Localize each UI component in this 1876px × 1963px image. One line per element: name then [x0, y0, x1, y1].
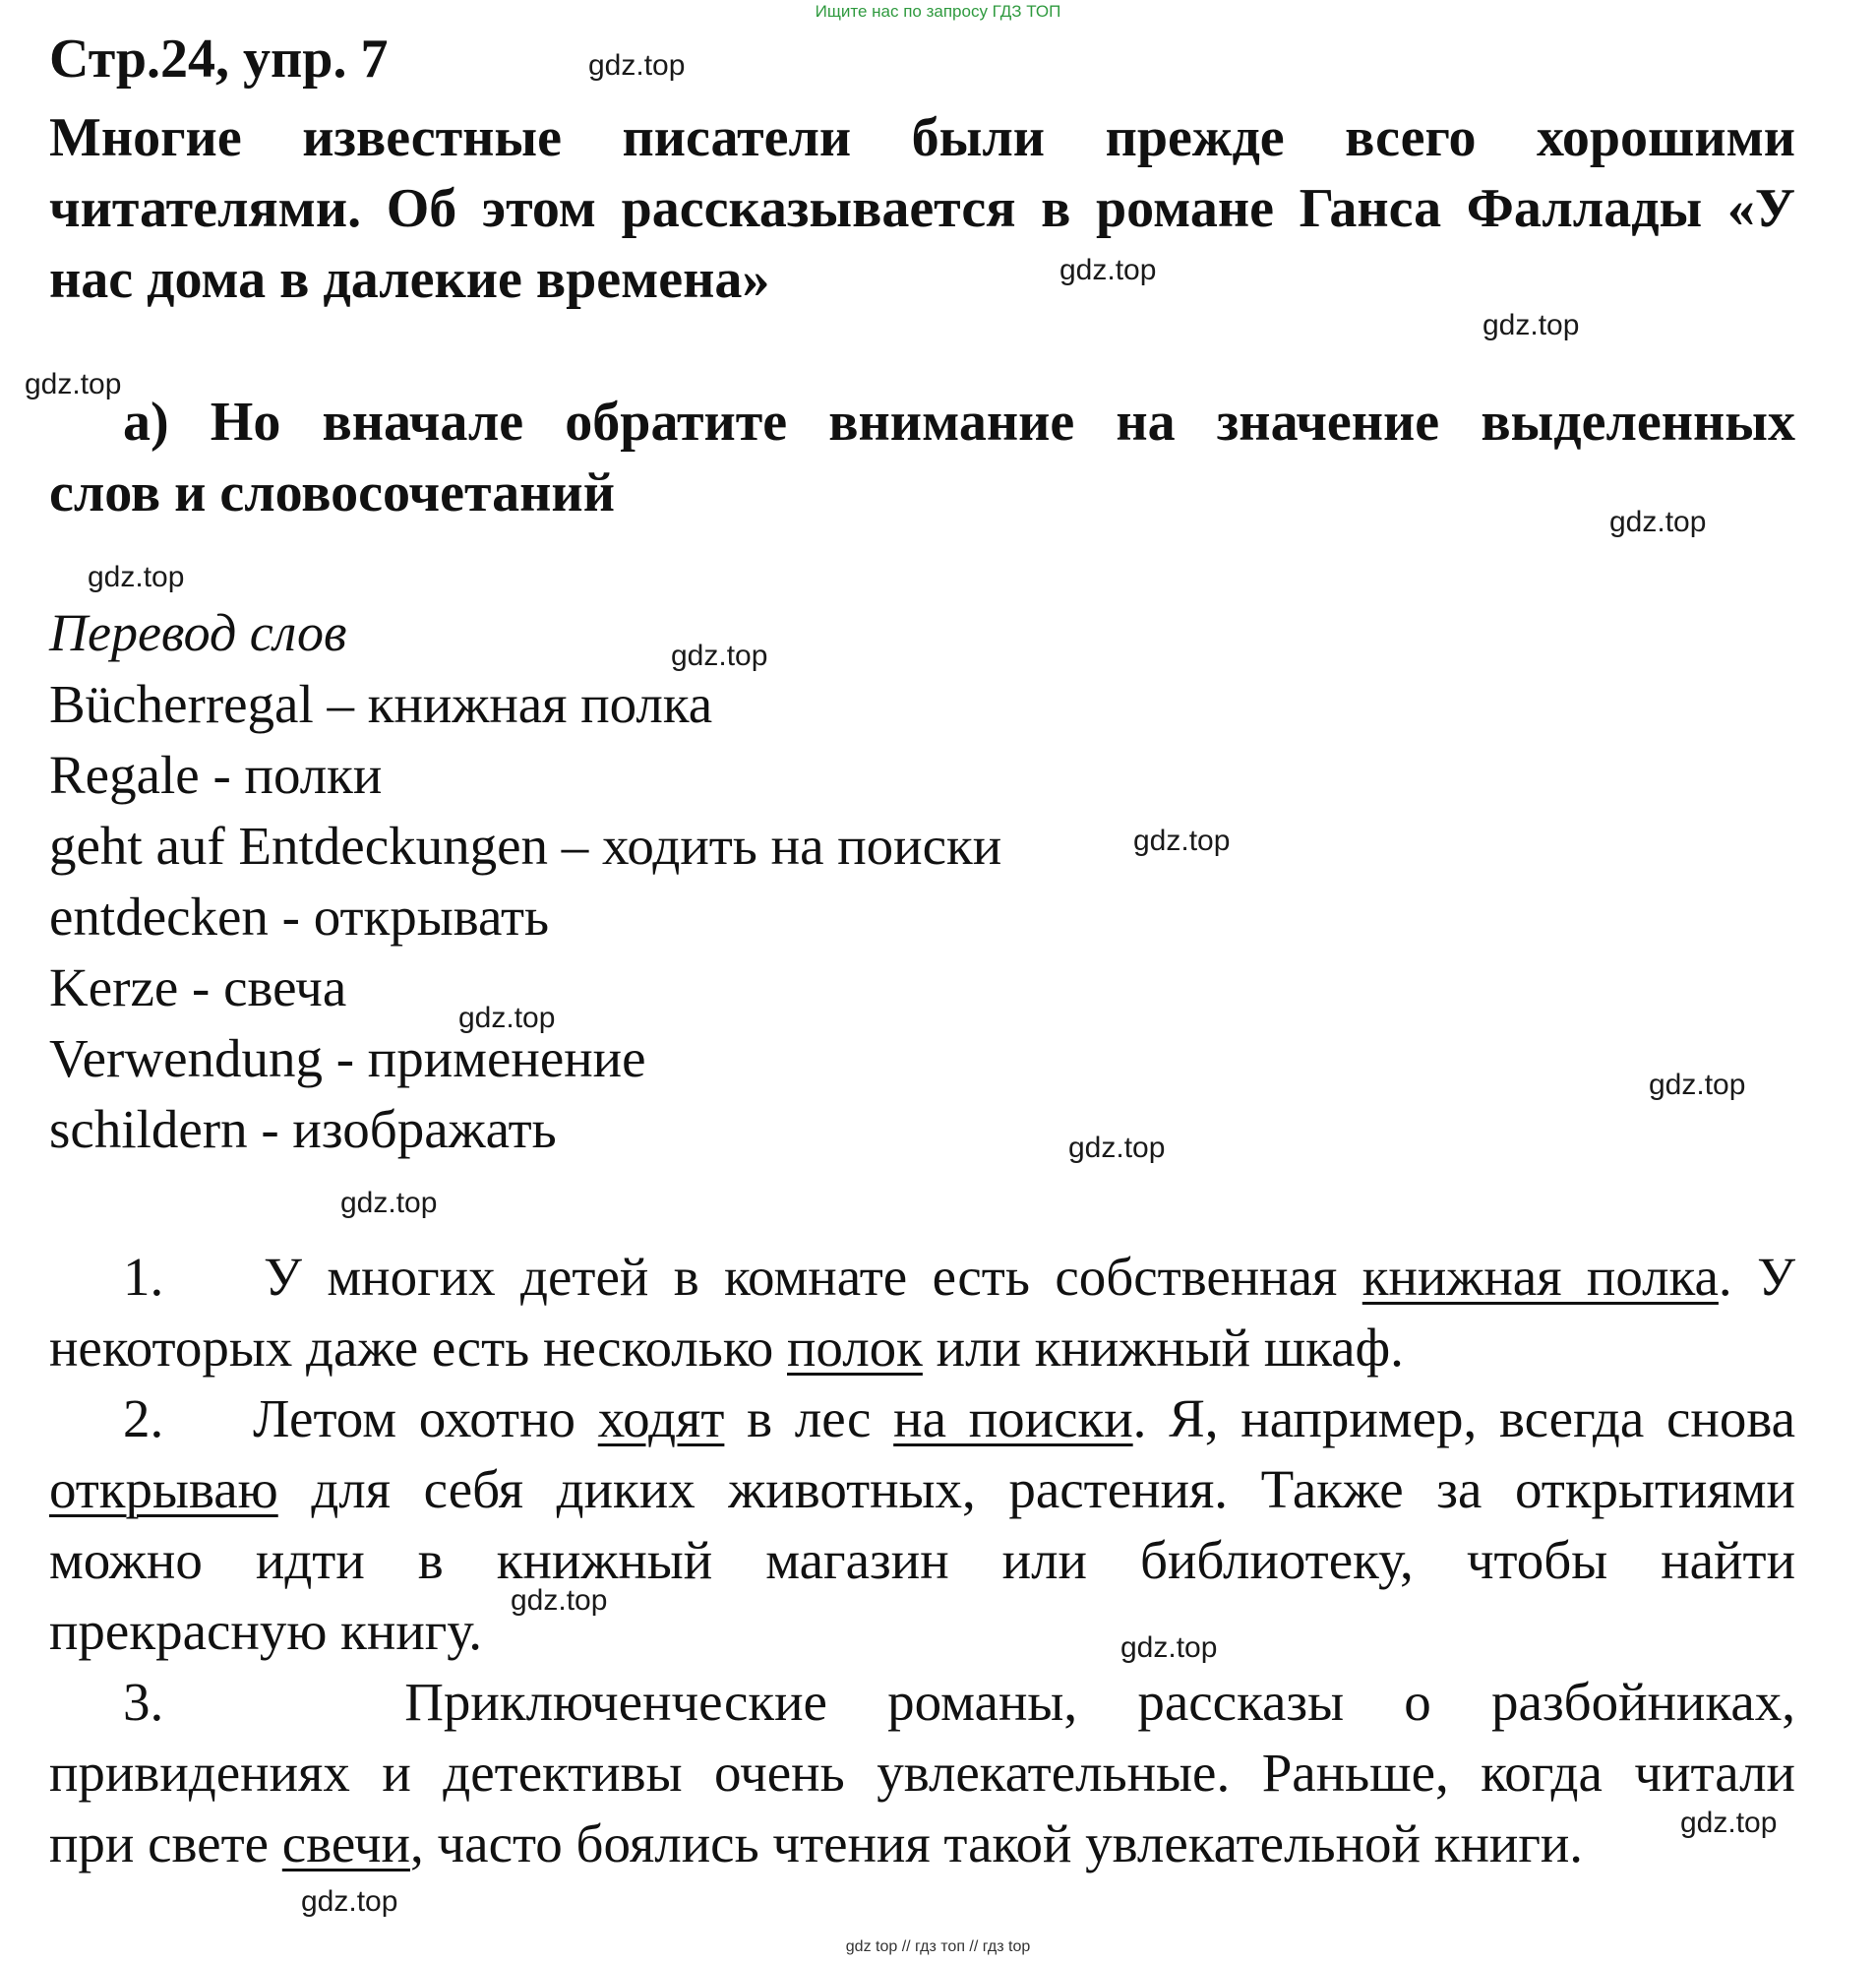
translation-header: Перевод слов	[49, 603, 347, 662]
paragraph-3-line-1	[123, 1667, 1795, 1738]
text: или книжный шкаф.	[922, 1318, 1404, 1378]
watermark: gdz.top	[1133, 825, 1231, 857]
paragraph-2-line-3: можно идти в книжный магазин или библиотеку, чтобы найти	[49, 1530, 1795, 1590]
vocab-item: Regale - полки	[49, 745, 383, 805]
paragraph-2-line-2	[49, 1454, 1795, 1525]
paragraph-number: 3.	[123, 1672, 164, 1732]
vocab-item: entdecken - открывать	[49, 887, 550, 947]
text: Приключенческие романы, рассказы о разбойниках,	[404, 1672, 1796, 1732]
vocab-item: schildern - изображать	[49, 1099, 557, 1159]
vocab-item: Kerze - свеча	[49, 957, 347, 1017]
watermark: gdz.top	[25, 368, 122, 400]
watermark: gdz.top	[1483, 309, 1580, 341]
vocab-item: geht auf Entdeckungen – ходить на поиски	[49, 816, 1002, 876]
watermark: gdz.top	[1680, 1807, 1778, 1839]
watermark: gdz.top	[588, 49, 686, 82]
intro-line-3: нас дома в далекие времена»	[49, 249, 770, 310]
paragraph-3-line-2: привидениях и детективы очень увлекательные. Раньше, когда читали	[49, 1743, 1795, 1803]
text: . У	[1718, 1247, 1796, 1307]
watermark: gdz.top	[1609, 506, 1707, 538]
intro-line-2: читателями. Об этом рассказывается в романе Ганса Фаллады «У	[49, 178, 1795, 239]
paragraph-number: 2.	[123, 1388, 164, 1448]
text: в лес	[724, 1388, 894, 1448]
paragraph-1-line-2	[49, 1313, 1795, 1383]
paragraph-number: 1.	[123, 1247, 164, 1307]
paragraph-3-line-3	[49, 1809, 1795, 1879]
watermark: gdz.top	[1120, 1631, 1218, 1664]
text: Летом охотно	[253, 1388, 598, 1448]
vocab-item: Bücherregal – книжная полка	[49, 674, 713, 734]
watermark: gdz.top	[1059, 254, 1157, 286]
text: при свете	[49, 1813, 282, 1873]
underlined-word: открываю	[49, 1459, 278, 1519]
watermark: gdz.top	[1068, 1132, 1166, 1164]
page-title: Стр.24, упр. 7	[49, 29, 389, 90]
watermark: gdz.top	[88, 561, 185, 593]
underlined-word: ходят	[597, 1388, 725, 1448]
text: . Я, например, всегда снова	[1132, 1388, 1796, 1448]
underlined-word: полок	[787, 1318, 923, 1378]
intro-line-1: Многие известные писатели были прежде всего хорошими	[49, 107, 1795, 168]
text: У многих детей в комнате есть собственная	[263, 1247, 1362, 1307]
task-line-1: а) Но вначале обратите внимание на значение выделенных	[123, 392, 1795, 453]
watermark: gdz.top	[458, 1002, 556, 1034]
underlined-word: на поиски	[893, 1388, 1133, 1448]
top-banner: Ищите нас по запросу ГДЗ ТОП	[815, 2, 1061, 21]
watermark: gdz.top	[1649, 1069, 1746, 1101]
watermark: gdz.top	[671, 640, 768, 672]
footer: gdz top // гдз топ // гдз top	[845, 1938, 1031, 1955]
watermark: gdz.top	[340, 1187, 438, 1219]
underlined-word: свечи	[281, 1813, 410, 1873]
watermark: gdz.top	[301, 1885, 398, 1918]
text: , часто боялись чтения такой увлекательной книги.	[410, 1813, 1584, 1873]
text: для себя диких животных, растения. Также за открытиями	[277, 1459, 1795, 1519]
watermark: gdz.top	[511, 1584, 608, 1617]
task-line-2: слов и словосочетаний	[49, 462, 615, 523]
text: некоторых даже есть несколько	[49, 1318, 787, 1378]
paragraph-2-line-4: прекрасную книгу.	[49, 1601, 483, 1661]
paragraph-1-line-1	[123, 1242, 1795, 1313]
paragraph-2-line-1	[123, 1383, 1795, 1454]
vocab-item: Verwendung - применение	[49, 1028, 646, 1088]
underlined-word: книжная полка	[1362, 1247, 1719, 1307]
